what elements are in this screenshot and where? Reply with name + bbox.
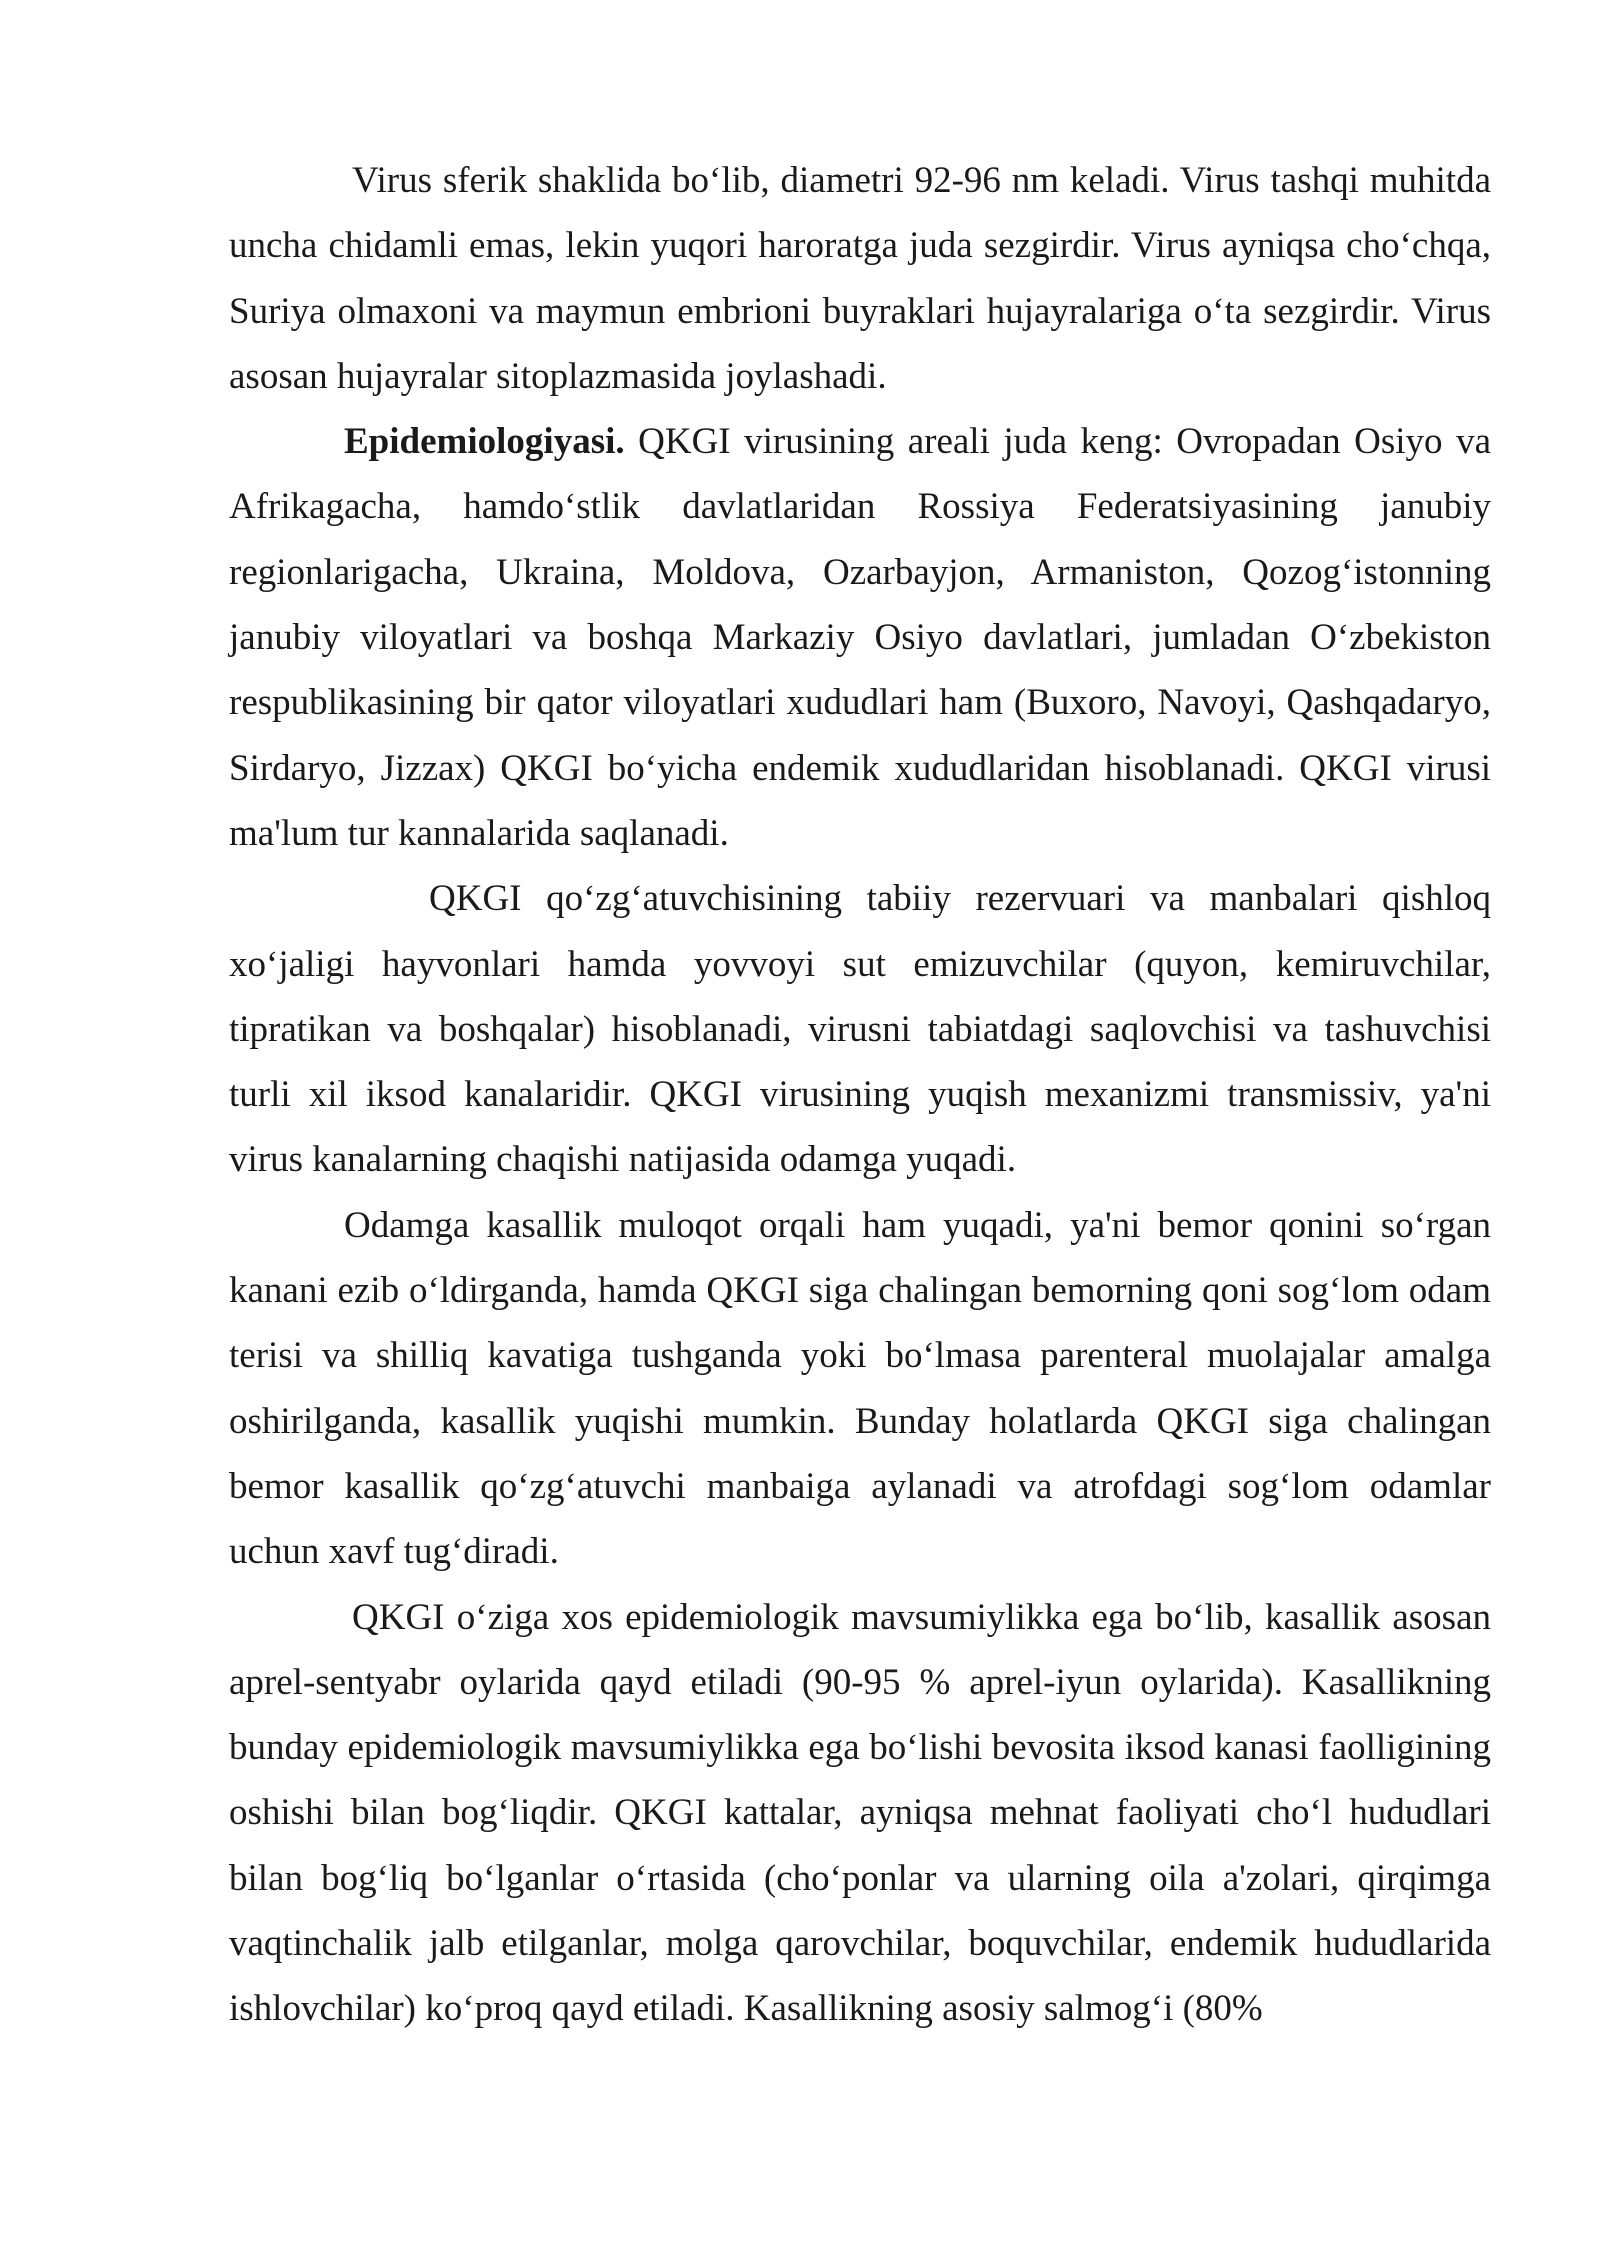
paragraph-virus-morphology xyxy=(229,148,1491,409)
paragraph-seasonality xyxy=(229,1585,1491,2042)
paragraph-epidemiology xyxy=(229,409,1491,866)
section-heading-epidemiology: Epidemiologiyasi. xyxy=(344,421,625,463)
paragraph-text: QKGI o‘ziga xos epidemiologik mavsumiylikka ega bo‘lib, kasallik asosan aprel-sentyabr oylarida qayd etiladi (90-95 % aprel-iyun oylarida). Kasallikning bunday epidemiologik mavsumiylikka ega bo‘lishi bevosita iksod kanasi faolligining oshishi bilan bog‘liqdir. QKGI kattalar, ayniqsa mehnat faoliyati cho‘l hududlari bilan bog‘liq bo‘lganlar o‘rtasida (cho‘ponlar va ularning oila a'zolari, qirqimga vaqtinchalik jalb etilganlar, molga qarovchilar, boquvchilar, endemik hududlarida ishlovchilar) ko‘proq qayd etiladi. Kasallikning asosiy salmog‘i (80% xyxy=(229,1596,1491,2030)
paragraph-contact-transmission xyxy=(229,1193,1491,1585)
paragraph-text: Odamga kasallik muloqot orqali ham yuqadi, ya'ni bemor qonini so‘rgan kanani ezib o‘ldirganda, hamda QKGI siga chalingan bemorning qoni sog‘lom odam terisi va shilliq kavatiga tushganda yoki bo‘lmasa parenteral muolajalar amalga oshirilganda, kasallik yuqishi mumkin. Bunday holatlarda QKGI siga chalingan bemor kasallik qo‘zg‘atuvchi manbaiga aylanadi va atrofdagi sog‘lom odamlar uchun xavf tug‘diradi. xyxy=(229,1204,1491,1573)
paragraph-text: QKGI virusining areali juda keng: Ovropadan Osiyo va Afrikagacha, hamdo‘stlik davlatlaridan Rossiya Federatsiyasining janubiy regionlarigacha, Ukraina, Moldova, Ozarbayjon, Armaniston, Qozog‘istonning janubiy viloyatlari va boshqa Markaziy Osiyo davlatlari, jumladan O‘zbekiston respublikasining bir qator viloyatlari xududlari ham (Buxoro, Navoyi, Qashqadaryo, Sirdaryo, Jizzax) QKGI bo‘yicha endemik xududlaridan hisoblanadi. QKGI virusi ma'lum tur kannalarida saqlanadi. xyxy=(229,421,1491,854)
document-page xyxy=(229,148,1491,2042)
paragraph-reservoir xyxy=(229,866,1491,1192)
paragraph-text: Virus sferik shaklida bo‘lib, diametri 92-96 nm keladi. Virus tashqi muhitda uncha chidamli emas, lekin yuqori haroratga juda sezgirdir. Virus ayniqsa cho‘chqa, Suriya olmaxoni va maymun embrioni buyraklari hujayralariga o‘ta sezgirdir. Virus asosan hujayralar sitoplazmasida joylashadi. xyxy=(229,160,1491,397)
paragraph-text: QKGI qo‘zg‘atuvchisining tabiiy rezervuari va manbalari qishloq xo‘jaligi hayvonlari hamda yovvoyi sut emizuvchilar (quyon, kemiruvchilar, tipratikan va boshqalar) hisoblanadi, virusni tabiatdagi saqlovchisi va tashuvchisi turli xil iksod kanalaridir. QKGI virusining yuqish mexanizmi transmissiv, ya'ni virus kanalarning chaqishi natijasida odamga yuqadi. xyxy=(229,878,1491,1181)
